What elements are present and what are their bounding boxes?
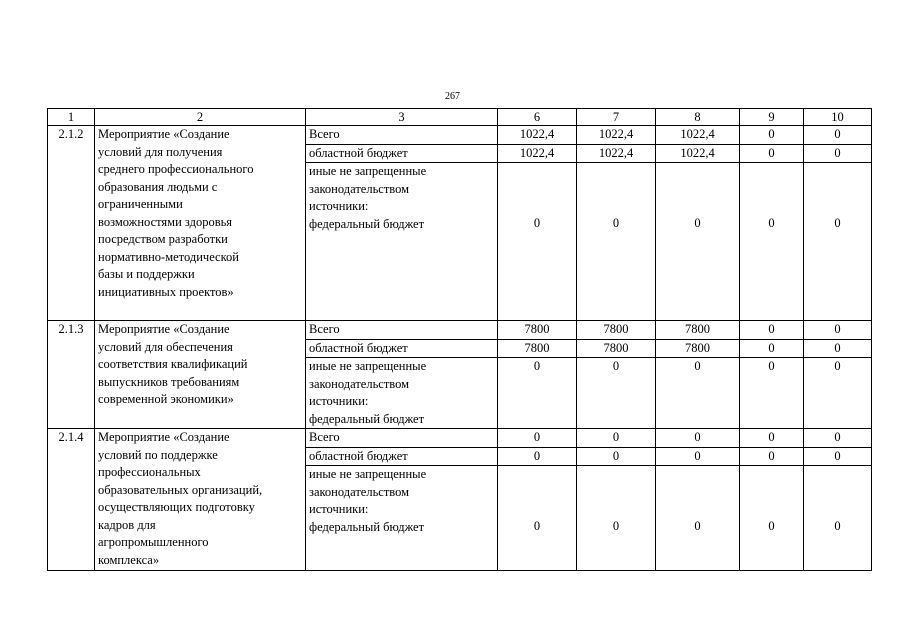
value-cell: 0 (498, 429, 577, 448)
value-cell: 0 (656, 447, 740, 466)
value-cell: 1022,4 (656, 144, 740, 163)
value-cell: 1022,4 (498, 144, 577, 163)
value-cell: 0 (656, 466, 740, 571)
funding-source: иные не запрещенные законодательством источники: федеральный бюджет (306, 466, 498, 571)
value-cell: 0 (804, 126, 872, 145)
value-cell: 0 (804, 358, 872, 429)
item-description: Мероприятие «Создание условий для получения среднего профессионального образования людьми с ограниченными возможностями здоровья посредством разработки нормативно-методической базы и поддержки инициативных проектов» (95, 126, 306, 321)
funding-source: иные не запрещенные законодательством источники: федеральный бюджет (306, 358, 498, 429)
funding-source: Всего (306, 126, 498, 145)
value-cell: 0 (577, 466, 656, 571)
item-code: 2.1.4 (48, 429, 95, 571)
funding-source: Всего (306, 321, 498, 340)
funding-source: областной бюджет (306, 447, 498, 466)
item-code: 2.1.2 (48, 126, 95, 321)
value-cell: 1022,4 (498, 126, 577, 145)
column-header: 7 (577, 109, 656, 126)
value-cell: 0 (804, 144, 872, 163)
budget-table (47, 108, 872, 571)
table-row (48, 126, 872, 145)
value-cell: 0 (656, 358, 740, 429)
header-row (48, 109, 872, 126)
funding-source: областной бюджет (306, 144, 498, 163)
value-cell: 0 (740, 144, 804, 163)
value-cell: 0 (804, 321, 872, 340)
value-cell: 0 (804, 447, 872, 466)
funding-source: иные не запрещенные законодательством источники: федеральный бюджет (306, 163, 498, 321)
value-cell: 0 (498, 358, 577, 429)
item-description: Мероприятие «Создание условий по поддержке профессиональных образовательных организаций, осуществляющих подготовку кадров для агропромышленного комплекса» (95, 429, 306, 571)
value-cell: 0 (804, 339, 872, 358)
column-header: 1 (48, 109, 95, 126)
value-cell: 7800 (498, 321, 577, 340)
value-cell: 0 (656, 163, 740, 321)
column-header: 3 (306, 109, 498, 126)
table-row (48, 321, 872, 340)
value-cell: 7800 (577, 339, 656, 358)
column-header: 9 (740, 109, 804, 126)
value-cell: 1022,4 (577, 144, 656, 163)
value-cell: 0 (577, 358, 656, 429)
value-cell: 0 (740, 466, 804, 571)
value-cell: 0 (740, 429, 804, 448)
value-cell: 7800 (656, 339, 740, 358)
value-cell: 0 (577, 447, 656, 466)
value-cell: 0 (740, 321, 804, 340)
column-header: 8 (656, 109, 740, 126)
value-cell: 0 (740, 126, 804, 145)
value-cell: 0 (804, 429, 872, 448)
funding-source: областной бюджет (306, 339, 498, 358)
value-cell: 0 (577, 429, 656, 448)
column-header: 6 (498, 109, 577, 126)
value-cell: 0 (577, 163, 656, 321)
funding-source: Всего (306, 429, 498, 448)
table-row (48, 429, 872, 448)
value-cell: 0 (498, 447, 577, 466)
item-description: Мероприятие «Создание условий для обеспечения соответствия квалификаций выпускников требованиям современной экономики» (95, 321, 306, 429)
value-cell: 0 (498, 163, 577, 321)
value-cell: 0 (656, 429, 740, 448)
value-cell: 0 (498, 466, 577, 571)
value-cell: 7800 (656, 321, 740, 340)
value-cell: 7800 (577, 321, 656, 340)
column-header: 10 (804, 109, 872, 126)
item-code: 2.1.3 (48, 321, 95, 429)
page-number: 267 (445, 91, 460, 102)
value-cell: 0 (804, 163, 872, 321)
value-cell: 0 (740, 358, 804, 429)
value-cell: 1022,4 (656, 126, 740, 145)
value-cell: 0 (740, 339, 804, 358)
column-header: 2 (95, 109, 306, 126)
value-cell: 7800 (498, 339, 577, 358)
value-cell: 1022,4 (577, 126, 656, 145)
value-cell: 0 (740, 447, 804, 466)
value-cell: 0 (740, 163, 804, 321)
value-cell: 0 (804, 466, 872, 571)
